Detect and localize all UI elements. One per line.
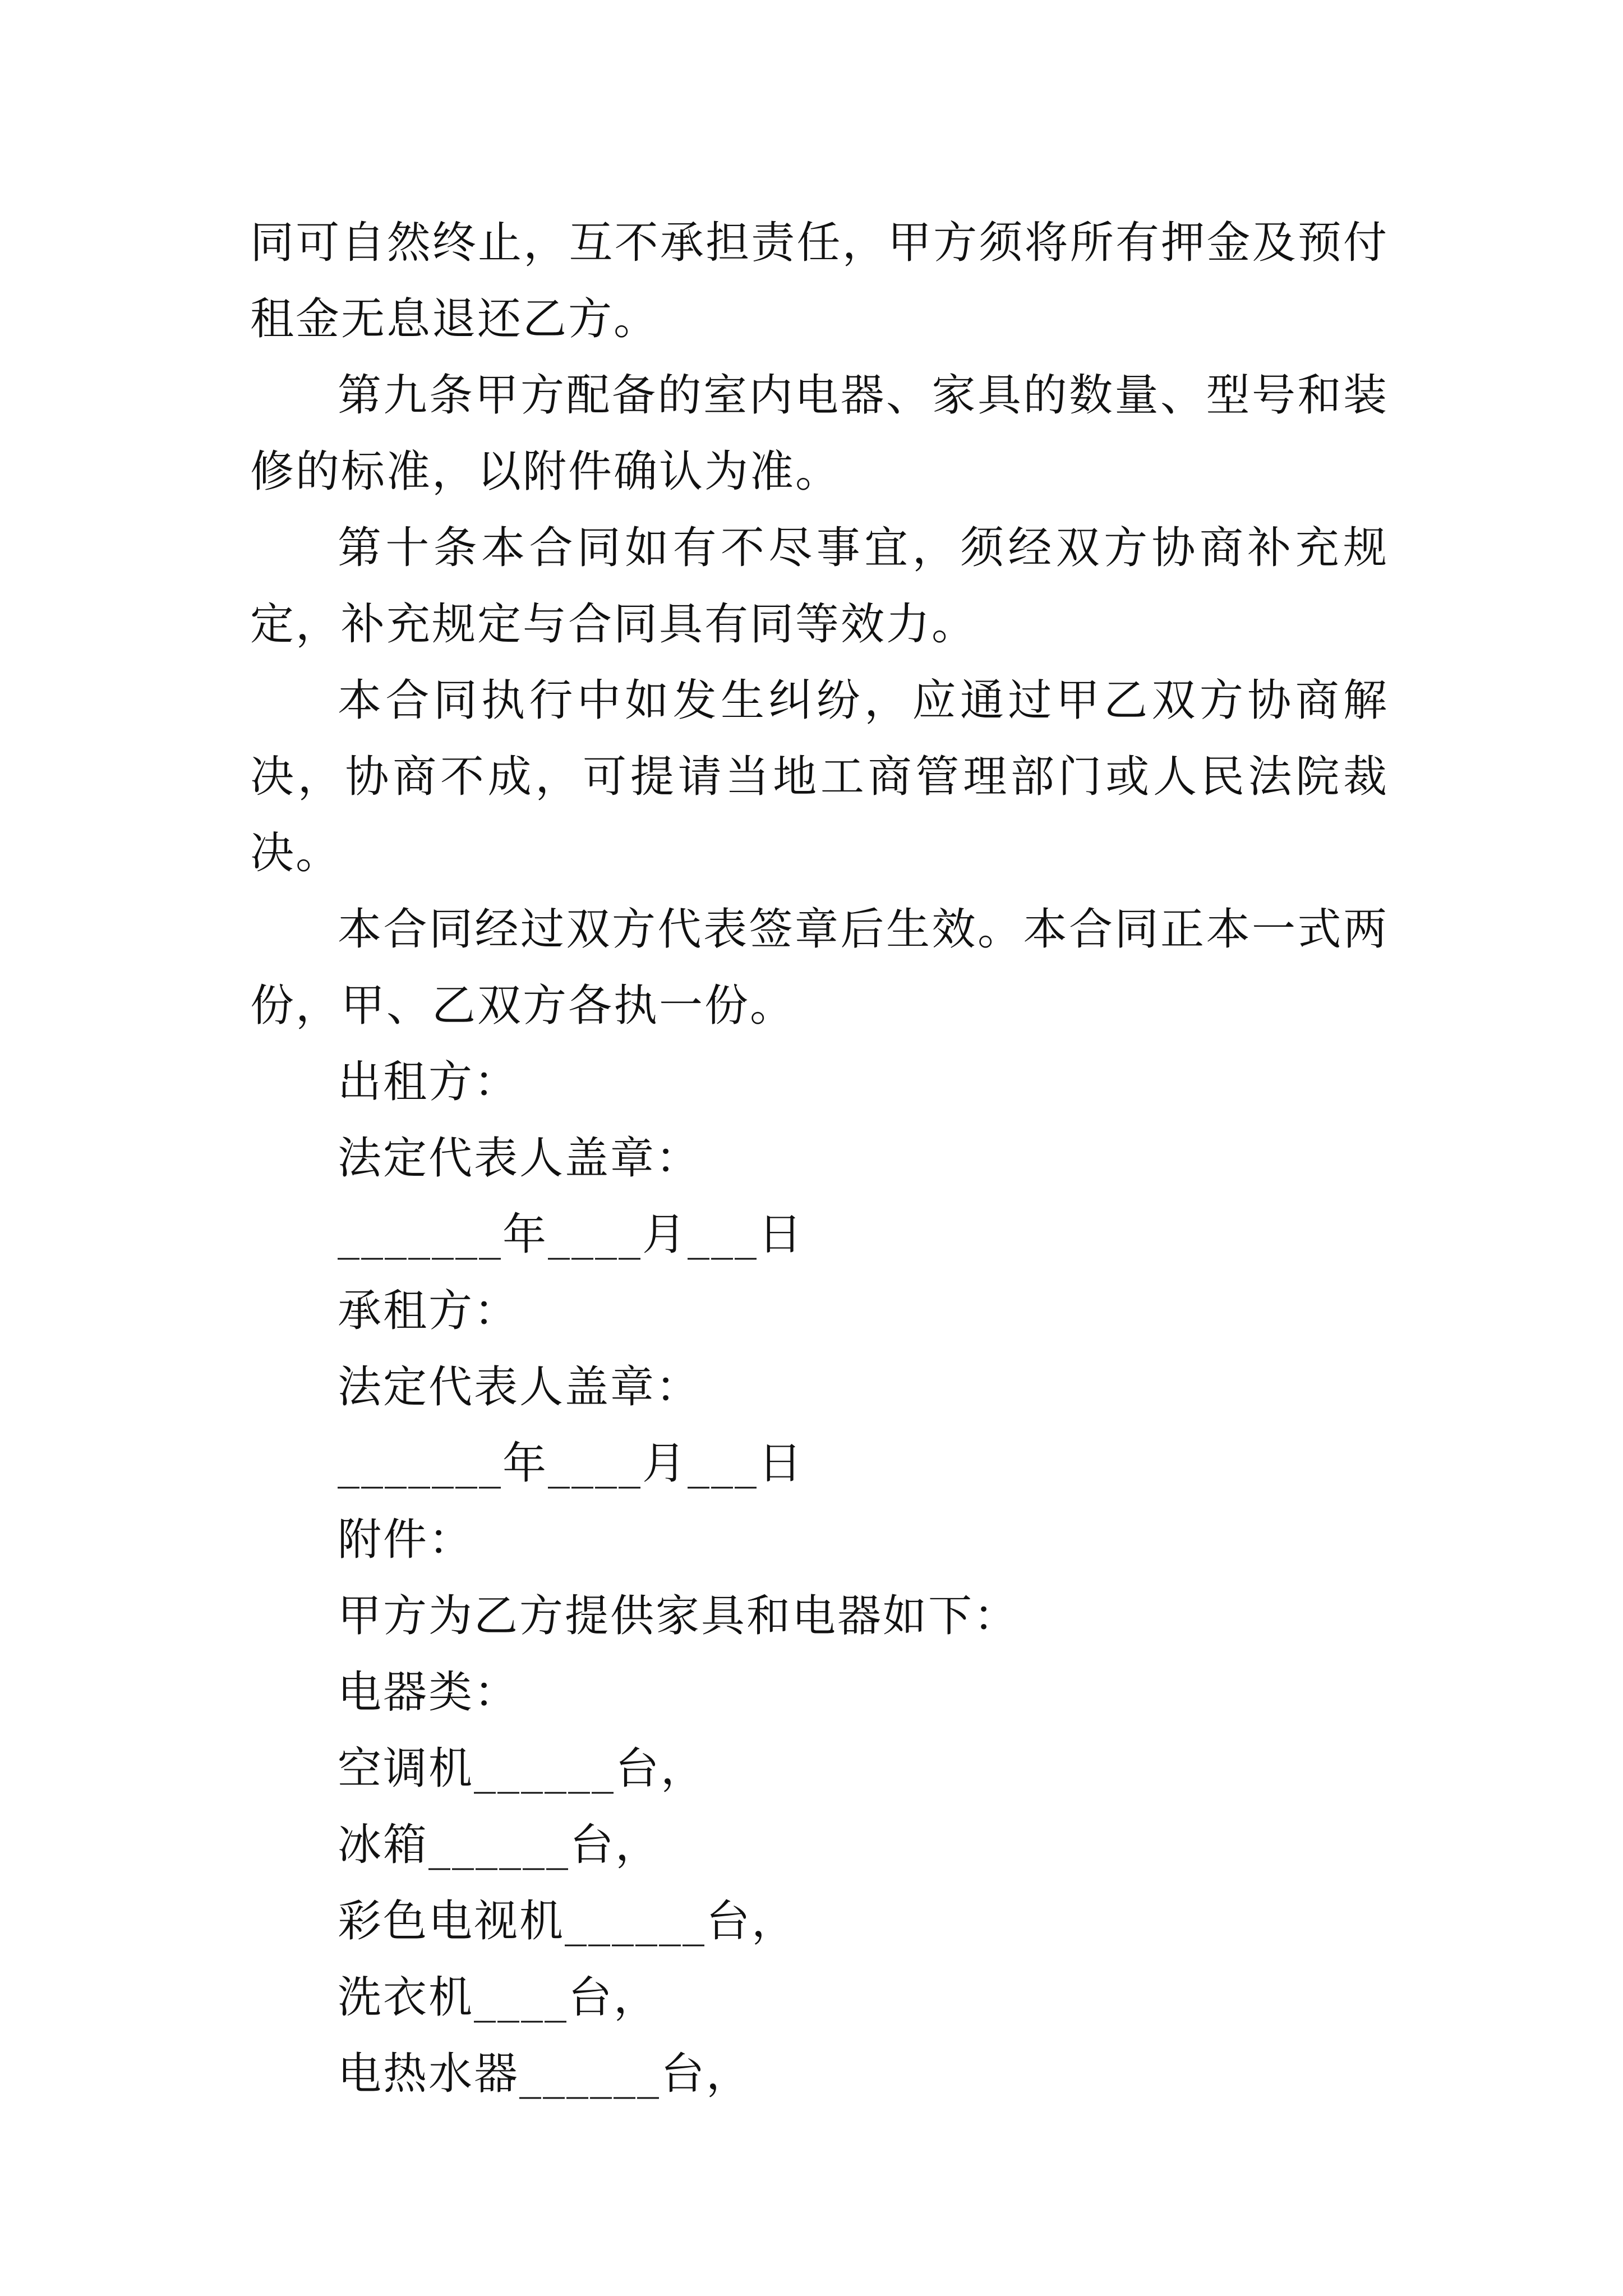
appliance-category: 电器类： — [338, 1667, 520, 1718]
appliance-item: 冰箱______台， — [338, 1820, 661, 1870]
paragraph-article-10: 第十条本合同如有不尽事宜，须经双方协商补充规定，补充规定与合同具有同等效力。 — [250, 523, 1389, 650]
lessor-date-line: _______年____月___日 — [338, 1209, 804, 1260]
paragraph-article-9: 第九条甲方配备的室内电器、家具的数量、型号和装修的标准，以附件确认为准。 — [250, 370, 1389, 497]
appliance-item: 洗衣机____台， — [338, 1972, 660, 2023]
appliance-item: 空调机______台， — [338, 1743, 707, 1794]
paragraph-continuation: 同可自然终止，互不承担责任，甲方须将所有押金及预付租金无息退还乙方。 — [250, 218, 1389, 344]
paragraph-dispute-resolution: 本合同执行中如发生纠纷，应通过甲乙双方协商解决，协商不成，可提请当地工商管理部门或人民法院裁决。 — [250, 675, 1389, 878]
appliance-item: 电热水器______台， — [338, 2049, 752, 2099]
lessee-representative-seal: 法定代表人盖章： — [338, 1362, 702, 1412]
lessee-label: 承租方： — [338, 1286, 520, 1336]
appliance-item: 彩色电视机______台， — [338, 1896, 797, 1947]
lessor-label: 出租方： — [338, 1057, 520, 1107]
attachment-intro: 甲方为乙方提供家具和电器如下： — [338, 1591, 1020, 1641]
attachment-heading: 附件： — [338, 1515, 474, 1565]
lessee-date-line: _______年____月___日 — [338, 1438, 804, 1489]
document-body — [250, 205, 1389, 2112]
lessor-representative-seal: 法定代表人盖章： — [338, 1133, 702, 1184]
paragraph-effectiveness: 本合同经过双方代表签章后生效。本合同正本一式两份，甲、乙双方各执一份。 — [250, 904, 1389, 1031]
